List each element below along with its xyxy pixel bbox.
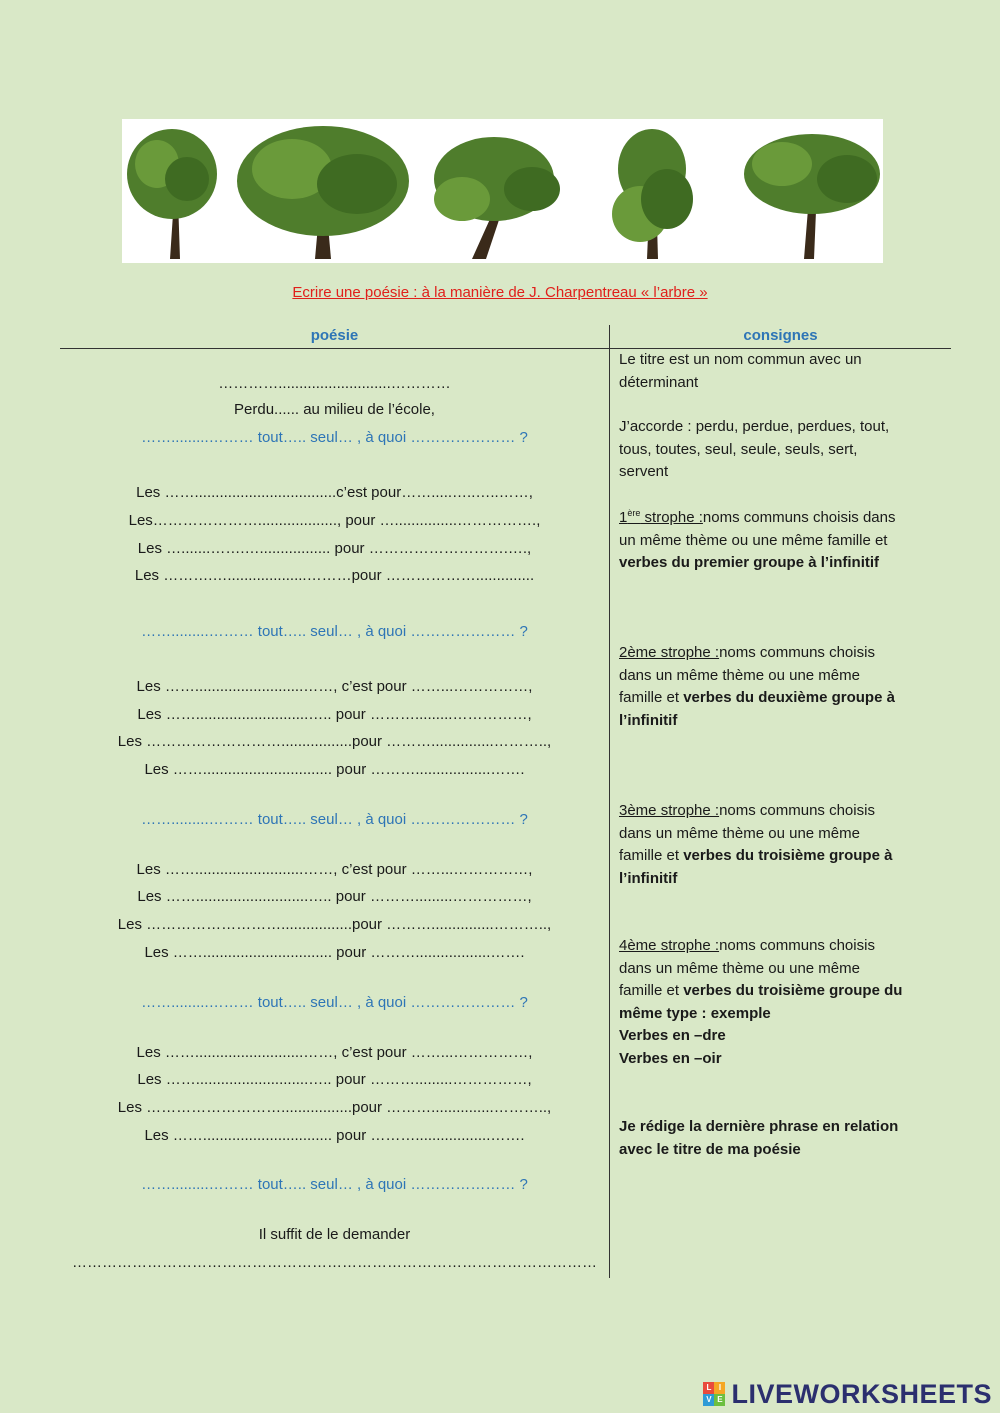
stanza-4-text-2: dans un même thème ou une même xyxy=(619,959,860,977)
stanza-3-line-2[interactable]: Les ……...........................….. pour ……….........……………, xyxy=(137,888,532,905)
stanza-4-bold-2: même type : exemple xyxy=(619,1004,771,1022)
tree-4 xyxy=(612,129,693,259)
instruction-title-line-1: Le titre est un nom commun avec un xyxy=(619,351,862,368)
refrain-4: …….........……… tout….. seul… , à quoi ………………… ? xyxy=(141,994,528,1011)
poem-line-1: Perdu...... au milieu de l’école, xyxy=(234,401,435,418)
tree-banner-image xyxy=(122,119,883,263)
tree-2 xyxy=(237,126,409,259)
liveworksheets-wordmark: LIVEWORKSHEETS xyxy=(731,1378,992,1409)
stanza-1-number: 1 xyxy=(619,509,628,526)
refrain-2: …….........……… tout….. seul… , à quoi ………………… ? xyxy=(141,623,528,640)
stanza-2-line-1[interactable]: Les ……..........................……, c’est pour ……...……………, xyxy=(136,678,533,695)
stanza-2-text-2: dans un même thème ou une même xyxy=(619,666,860,684)
column-divider xyxy=(609,325,610,1278)
poem-final-blank[interactable]: …………………………………………………………………………………………… xyxy=(72,1254,597,1271)
column-header-poem: poésie xyxy=(310,327,359,344)
instruction-stanza-3 xyxy=(619,800,939,890)
stanza-4-line-2[interactable]: Les ……...........................….. pour ……….........……………, xyxy=(137,1071,532,1088)
liveworksheets-mark-icon xyxy=(703,1382,725,1406)
column-header-instructions: consignes xyxy=(743,327,818,344)
stanza-1-bold: verbes du premier groupe à l’infinitif xyxy=(619,554,880,571)
instruction-agree-line-3: servent xyxy=(619,463,669,480)
stanza-4-line-1[interactable]: Les ……..........................……, c’est pour ……...……………, xyxy=(136,1044,533,1061)
stanza-4-line-4[interactable]: Les ……............................... pour ………..................……. xyxy=(144,1127,525,1144)
instruction-stanza-1 xyxy=(619,507,939,575)
stanza-1-line-1[interactable]: Les ……..................................c’est pour…….....…..…..……, xyxy=(136,484,533,501)
trees-illustration xyxy=(122,119,883,263)
tree-3 xyxy=(434,137,560,259)
logo-letter-v: V xyxy=(703,1394,714,1406)
stanza-2-line-2[interactable]: Les ……...........................….. pour ……….........……………, xyxy=(137,706,532,723)
instruction-stanza-4 xyxy=(619,935,939,1070)
stanza-1-line-4[interactable]: Les ……….…...................………pour ……………….............. xyxy=(134,567,535,584)
stanza-1-heading xyxy=(619,509,703,526)
poem-title-blank[interactable]: …………...........................………… xyxy=(218,375,451,392)
logo-letter-i: I xyxy=(714,1382,725,1394)
instruction-title-line-2: déterminant xyxy=(619,373,699,391)
stanza-1-superscript: ère xyxy=(627,508,641,518)
refrain-1: …….........……… tout….. seul… , à quoi ………………… ? xyxy=(141,429,528,446)
instruction-agree-line-2: tous, toutes, seul, seule, seuls, sert, xyxy=(619,440,858,458)
refrain-3: …….........……… tout….. seul… , à quoi ………………… ? xyxy=(141,811,528,828)
stanza-2-text-1: noms communs choisis xyxy=(719,644,875,661)
logo-letter-l: L xyxy=(703,1382,714,1394)
stanza-1-line-3[interactable]: Les ….......…….…................. pour ……………………….…., xyxy=(137,540,532,557)
stanza-1-line-2[interactable]: Les…………………..................., pour …...............……………., xyxy=(128,512,541,529)
refrain-5: …….........……… tout….. seul… , à quoi ………………… ? xyxy=(141,1176,528,1193)
stanza-3-text-1: noms communs choisis xyxy=(719,802,875,819)
stanza-4-text-1: noms communs choisis xyxy=(719,937,875,954)
stanza-3-text-3: famille et xyxy=(619,847,684,864)
stanza-3-bold-1: verbes du troisième groupe à xyxy=(683,847,893,864)
stanza-4-bold-4: Verbes en –oir xyxy=(619,1049,722,1067)
stanza-4-bold-3: Verbes en –dre xyxy=(619,1027,726,1044)
stanza-3-line-1[interactable]: Les ……..........................……, c’est pour ……...……………, xyxy=(136,861,533,878)
stanza-1-text-2: un même thème ou une même famille et xyxy=(619,531,888,549)
stanza-3-label: 3ème strophe : xyxy=(619,802,720,819)
instruction-last-sentence xyxy=(619,1116,939,1161)
stanza-4-text-3: famille et xyxy=(619,982,684,999)
instruction-agree-line-1: J’accorde : perdu, perdue, perdues, tout, xyxy=(619,418,890,435)
stanza-2-line-3[interactable]: Les ……………………….................pour ………...............……….., xyxy=(117,733,552,750)
instruction-stanza-2 xyxy=(619,642,939,732)
last-sentence-line-1: Je rédige la dernière phrase en relation xyxy=(619,1118,899,1135)
stanza-3-bold-2: l’infinitif xyxy=(619,869,678,887)
stanza-3-text-2: dans un même thème ou une même xyxy=(619,824,860,842)
logo-letter-e: E xyxy=(714,1394,725,1406)
stanza-2-label: 2ème strophe : xyxy=(619,644,720,661)
stanza-1-text-1: noms communs choisis dans xyxy=(702,509,896,526)
stanza-2-bold-2: l’infinitif xyxy=(619,711,678,729)
instruction-title xyxy=(619,349,939,394)
tree-5 xyxy=(744,134,880,259)
stanza-4-bold-1: verbes du troisième groupe du xyxy=(683,982,903,999)
stanza-4-label: 4ème strophe : xyxy=(619,937,720,954)
stanza-3-line-4[interactable]: Les ……............................... pour ………..................……. xyxy=(144,944,525,961)
liveworksheets-logo[interactable] xyxy=(703,1378,992,1410)
stanza-4-line-3[interactable]: Les ……………………….................pour ………...............……….., xyxy=(117,1099,552,1116)
stanza-2-bold-1: verbes du deuxième groupe à xyxy=(683,689,895,706)
page-title: Ecrire une poésie : à la manière de J. Charpentreau « l’arbre » xyxy=(292,284,708,301)
stanza-2-text-3: famille et xyxy=(619,689,684,706)
stanza-2-line-4[interactable]: Les ……............................... pour ………..................……. xyxy=(144,761,525,778)
stanza-3-line-3[interactable]: Les ……………………….................pour ………...............……….., xyxy=(117,916,552,933)
last-sentence-line-2: avec le titre de ma poésie xyxy=(619,1140,801,1158)
stanza-1-label: strophe : xyxy=(640,509,703,526)
tree-1 xyxy=(127,129,217,259)
poem-closing: Il suffit de le demander xyxy=(258,1226,411,1243)
instruction-agreement xyxy=(619,416,939,484)
